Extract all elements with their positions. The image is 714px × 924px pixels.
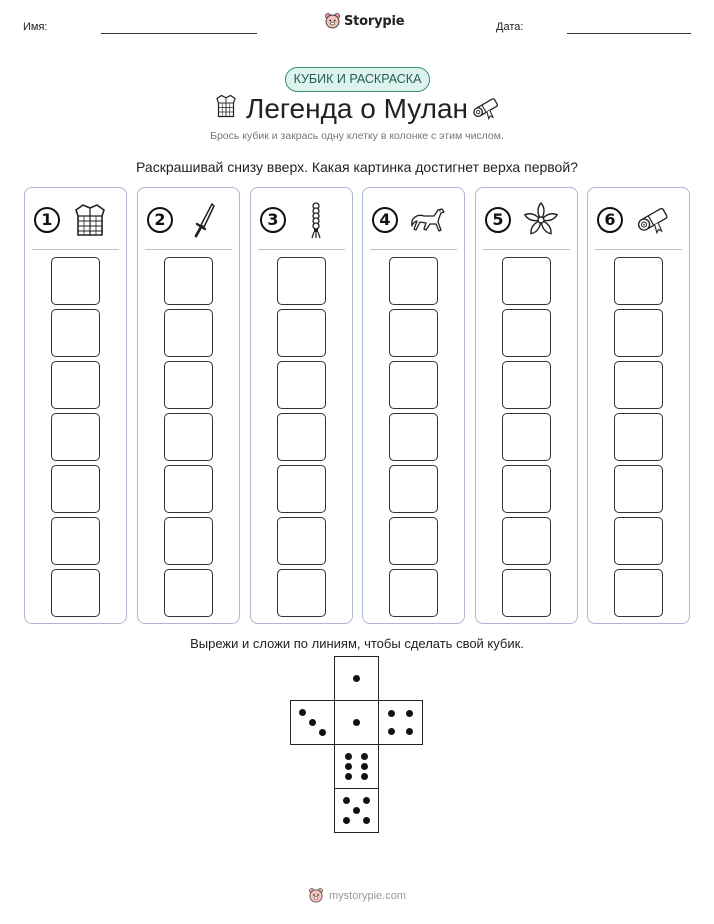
color-cell[interactable] <box>614 569 663 617</box>
die-pip <box>361 763 368 770</box>
color-cell[interactable] <box>614 465 663 513</box>
color-cell[interactable] <box>51 257 100 305</box>
color-cell[interactable] <box>277 257 326 305</box>
color-cell[interactable] <box>277 413 326 461</box>
column-6 <box>587 187 690 624</box>
column-number: 5 <box>485 207 511 233</box>
instruction: Раскрашивай снизу вверх. Какая картинка достигнет верха первой? <box>136 159 578 175</box>
die-pip <box>361 773 368 780</box>
column-4 <box>362 187 465 624</box>
die-pip <box>406 728 413 735</box>
die-face-6 <box>334 744 379 789</box>
scroll-icon <box>632 200 674 240</box>
die-face-1 <box>334 700 379 745</box>
horse-icon <box>407 200 449 240</box>
color-cell[interactable] <box>502 257 551 305</box>
column-5 <box>475 187 578 624</box>
column-2 <box>137 187 240 624</box>
column-3 <box>250 187 353 624</box>
color-cell[interactable] <box>389 569 438 617</box>
color-cell[interactable] <box>277 361 326 409</box>
color-cell[interactable] <box>389 309 438 357</box>
flower-icon <box>520 200 562 240</box>
column-number: 1 <box>34 207 60 233</box>
color-cell[interactable] <box>164 361 213 409</box>
footer <box>308 887 406 904</box>
footer-url[interactable]: mystorypie.com <box>329 889 407 902</box>
color-cell[interactable] <box>277 465 326 513</box>
color-cell[interactable] <box>614 257 663 305</box>
column-number: 2 <box>147 207 173 233</box>
die-pip <box>388 728 395 735</box>
die-pip <box>353 675 360 682</box>
color-cell[interactable] <box>277 517 326 565</box>
column-number: 3 <box>260 207 286 233</box>
column-divider <box>145 249 232 250</box>
column-divider <box>595 249 682 250</box>
date-label: Дата: <box>496 21 524 33</box>
brand-name: Storypie <box>344 13 405 29</box>
color-cell[interactable] <box>614 309 663 357</box>
die-pip <box>406 710 413 717</box>
color-cell[interactable] <box>51 413 100 461</box>
color-cell[interactable] <box>51 517 100 565</box>
color-cell[interactable] <box>614 413 663 461</box>
cut-instruction: Вырежи и сложи по линиям, чтобы сделать свой кубик. <box>190 636 524 651</box>
color-cell[interactable] <box>614 361 663 409</box>
subtitle: Брось кубик и закрась одну клетку в колонке с этим числом. <box>210 130 504 142</box>
bear-logo-icon <box>324 12 341 30</box>
color-cell[interactable] <box>502 569 551 617</box>
color-cell[interactable] <box>389 465 438 513</box>
die-pip <box>388 710 395 717</box>
die-pip <box>345 773 352 780</box>
die-pip <box>345 753 352 760</box>
storypie-logo <box>324 12 404 30</box>
color-cell[interactable] <box>164 257 213 305</box>
date-line[interactable] <box>567 33 691 34</box>
color-cell[interactable] <box>51 569 100 617</box>
bear-logo-icon <box>308 887 324 904</box>
die-face-3 <box>290 700 335 745</box>
die-pip <box>319 729 326 736</box>
color-cell[interactable] <box>502 361 551 409</box>
color-cell[interactable] <box>389 257 438 305</box>
color-cell[interactable] <box>389 413 438 461</box>
column-divider <box>370 249 457 250</box>
activity-badge: КУБИК И РАСКРАСКА <box>285 67 430 92</box>
name-line[interactable] <box>101 33 257 34</box>
die-face-4 <box>378 700 423 745</box>
page-title: Легенда о Мулан <box>245 93 469 124</box>
column-divider <box>32 249 119 250</box>
die-pip <box>299 709 306 716</box>
color-cell[interactable] <box>614 517 663 565</box>
scroll-icon <box>470 93 504 121</box>
column-divider <box>258 249 345 250</box>
die-pip <box>361 753 368 760</box>
color-cell[interactable] <box>164 569 213 617</box>
die-pip <box>363 797 370 804</box>
color-cell[interactable] <box>164 517 213 565</box>
name-label: Имя: <box>23 21 48 33</box>
die-pip <box>343 797 350 804</box>
color-cell[interactable] <box>502 465 551 513</box>
column-number: 6 <box>597 207 623 233</box>
color-cell[interactable] <box>502 309 551 357</box>
color-cell[interactable] <box>51 465 100 513</box>
armor-icon <box>69 200 111 240</box>
color-cell[interactable] <box>277 309 326 357</box>
die-pip <box>363 817 370 824</box>
color-cell[interactable] <box>502 413 551 461</box>
die-face-5 <box>334 788 379 833</box>
die-pip <box>343 817 350 824</box>
color-cell[interactable] <box>277 569 326 617</box>
color-cell[interactable] <box>164 309 213 357</box>
column-number: 4 <box>372 207 398 233</box>
column-1 <box>24 187 127 624</box>
die-pip <box>309 719 316 726</box>
color-cell[interactable] <box>51 361 100 409</box>
color-cell[interactable] <box>389 517 438 565</box>
die-pip <box>353 807 360 814</box>
color-cell[interactable] <box>164 465 213 513</box>
column-divider <box>483 249 570 250</box>
color-cell[interactable] <box>164 413 213 461</box>
color-cell[interactable] <box>389 361 438 409</box>
die-pip <box>353 719 360 726</box>
die-pip <box>345 763 352 770</box>
sword-icon <box>182 200 224 240</box>
braid-icon <box>295 200 337 240</box>
die-face-1 <box>334 656 379 701</box>
color-cell[interactable] <box>502 517 551 565</box>
color-cell[interactable] <box>51 309 100 357</box>
